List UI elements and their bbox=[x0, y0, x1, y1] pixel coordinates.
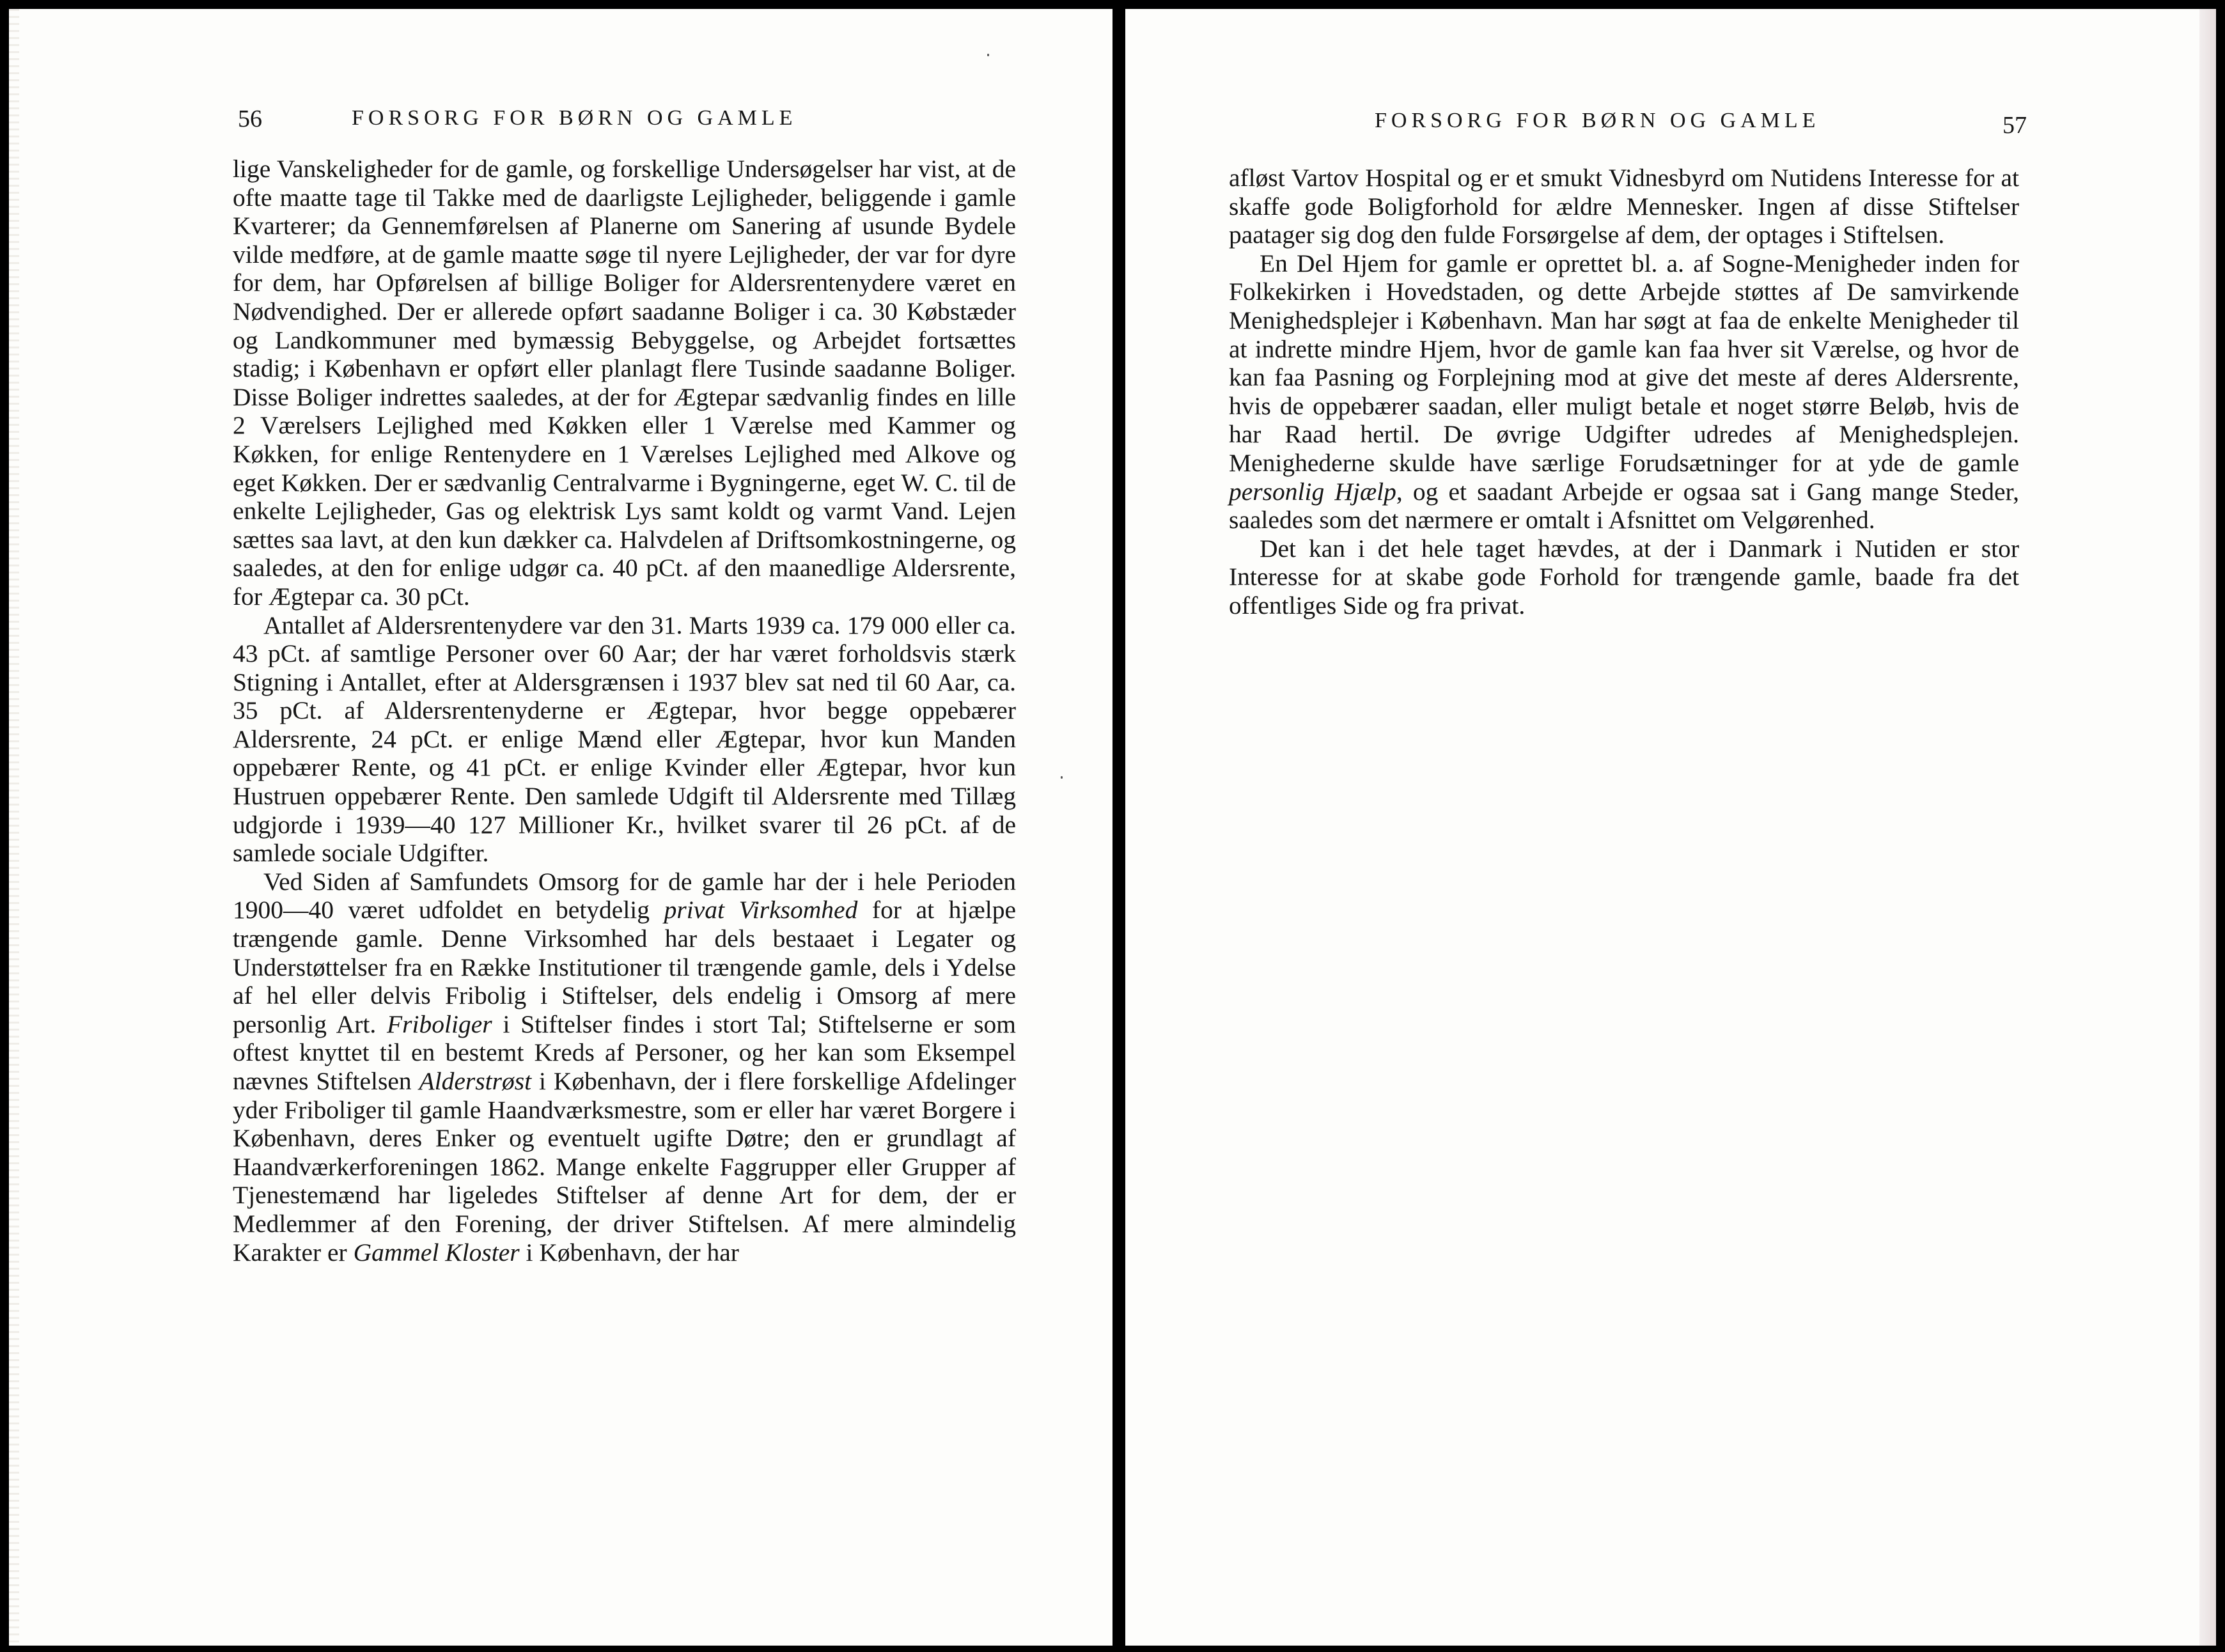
paragraph: Det kan i det hele taget hævdes, at der i Danmark i Nutiden er stor Interesse for at skabe gode Forhold for trængende gamle, baade fra det offentliges Side og fra privat. bbox=[1229, 534, 2019, 620]
dust-speck bbox=[1061, 776, 1063, 779]
page-number-right: 57 bbox=[2002, 112, 2027, 139]
right-page-body bbox=[1229, 164, 2019, 620]
paragraph bbox=[233, 868, 1016, 1266]
running-head-right: FORSORG FOR BØRN OG GAMLE bbox=[1375, 109, 1820, 132]
italic-term: personlig Hjælp bbox=[1229, 477, 1396, 506]
bookmark-tab bbox=[2210, 394, 2216, 476]
italic-term: Alderstrøst bbox=[419, 1067, 532, 1095]
text-run: En Del Hjem for gamle er oprettet bl. a. af Sogne-Menigheder inden for Folkekirken i Hovedstaden, og dette Arbejde støttes af De samvirkende Menighedsplejer i København. Man har søgt at faa de enkelte Menigheder til at indrette mindre Hjem, hvor de gamle kan faa hver sit Værelse, og hvor de kan faa Pasning og Forplejning mod at give det meste af deres Aldersrente, hvis de oppebærer saadan, eller muligt betale et noget større Beløb, hvis de har Raad hertil. De øvrige Udgifter udredes af Menighedsplejen. Menighederne skulde have særlige Forudsætninger for at yde de gamle bbox=[1229, 249, 2019, 477]
dust-speck bbox=[987, 54, 989, 56]
paragraph: afløst Vartov Hospital og er et smukt Vidnesbyrd om Nutidens Interesse for at skaffe gode Boligforhold for ældre Mennesker. Ingen af disse Stiftelser paatager sig dog den fulde Forsørgelse af dem, der optages i Stiftelsen. bbox=[1229, 164, 2019, 249]
right-page bbox=[1125, 9, 2216, 1646]
italic-term: Friboliger bbox=[387, 1009, 492, 1038]
paragraph: Antallet af Aldersrentenydere var den 31. Marts 1939 ca. 179 000 eller ca. 43 pCt. af samtlige Personer over 60 Aar; der har været forholdsvis stærk Stigning i Antallet, efter at Aldersgrænsen i 1937 blev sat ned til 60 Aar, ca. 35 pCt. af Aldersrentenyderne er Ægtepar, hvor begge oppebærer Aldersrente, 24 pCt. er enlige Mænd eller Ægtepar, hvor kun Manden oppebærer Rente, og 41 pCt. er enlige Kvinder eller Ægtepar, hvor kun Hustruen oppebærer Rente. Den samlede Udgift til Aldersrente med Tillæg udgjorde i 1939—40 127 Millioner Kr., hvilket svarer til 26 pCt. af de samlede sociale Udgifter. bbox=[233, 611, 1016, 868]
italic-term: privat Virksomhed bbox=[664, 896, 858, 924]
left-page bbox=[9, 9, 1112, 1646]
page-edge-shadow bbox=[9, 9, 19, 1646]
text-run: i København, der har bbox=[519, 1238, 739, 1266]
paragraph bbox=[1229, 249, 2019, 534]
text-run: Ved Siden af Samfundets Omsorg for de gamle har der i hele Perioden 1900—40 været udfoldet en betydelig bbox=[233, 867, 1016, 924]
text-run: , og et saadant Arbejde er ogsaa sat i Gang mange Steder, saaledes som det nærmere er omtalt i Afsnittet om Velgørenhed. bbox=[1229, 477, 2019, 534]
left-page-body bbox=[233, 155, 1016, 1266]
page-number-left: 56 bbox=[238, 105, 262, 132]
running-head-left: FORSORG FOR BØRN OG GAMLE bbox=[352, 106, 797, 130]
text-run: i Stiftelser findes i stort Tal; Stiftelserne er som oftest knyttet til en bestemt Kreds af Personer, og her kan som Eksempel nævnes Stiftelsen bbox=[233, 1009, 1017, 1095]
paragraph: lige Vanskeligheder for de gamle, og forskellige Undersøgelser har vist, at de ofte maatte tage til Takke med de daarligste Lejligheder, beliggende i gamle Kvarterer; da Gennemførelsen af Planerne om Sanering af usunde Bydele vilde medføre, at de gamle maatte søge til nyere Lejligheder, der var for dyre for dem, har Opførelsen af billige Boliger for Aldersrentenydere været en Nødvendighed. Der er allerede opført saadanne Boliger i ca. 30 Købstæder og Landkommuner med bymæssig Bebyggelse, og Arbejdet fortsættes stadig; i København er opført eller planlagt flere Tusinde saadanne Boliger. Disse Boliger indrettes saaledes, at der for Ægtepar sædvanlig findes en lille 2 Værelsers Lejlighed med Køkken eller 1 Værelse med Kammer og Køkken, for enlige Rentenydere en 1 Værelses Lejlighed med Alkove og eget Køkken. Der er sædvanlig Centralvarme i Bygningerne, eget W. C. til de enkelte Lejligheder, Gas og elektrisk Lys samt koldt og varmt Vand. Lejen sættes saa lavt, at den kun dækker ca. Halvdelen af Driftsomkostningerne, og saaledes, at den for enlige udgør ca. 40 pCt. af den maanedlige Aldersrente, for Ægtepar ca. 30 pCt. bbox=[233, 155, 1016, 611]
text-run: for at hjælpe trængende gamle. Denne Virksomhed har dels bestaaet i Legater og Understøttelser fra en Række Institutioner til trængende gamle, dels i Ydelse af hel eller delvis Fribolig i Stiftelser, dels endelig i Omsorg af mere personlig Art. bbox=[233, 896, 1016, 1038]
italic-term: Gammel Kloster bbox=[353, 1238, 520, 1266]
text-run: i København, der i flere forskellige Afdelinger yder Friboliger til gamle Haandværksmestre, som er eller har været Borgere i København, deres Enker og eventuelt ugifte Døtre; den er grundlagt af Haandværkerforeningen 1862. Mange enkelte Faggrupper eller Grupper af Tjenestemænd har ligeledes Stiftelser af denne Art for dem, der er Medlemmer af den Forening, der driver Stiftelsen. Af mere almindelig Karakter er bbox=[233, 1067, 1016, 1266]
